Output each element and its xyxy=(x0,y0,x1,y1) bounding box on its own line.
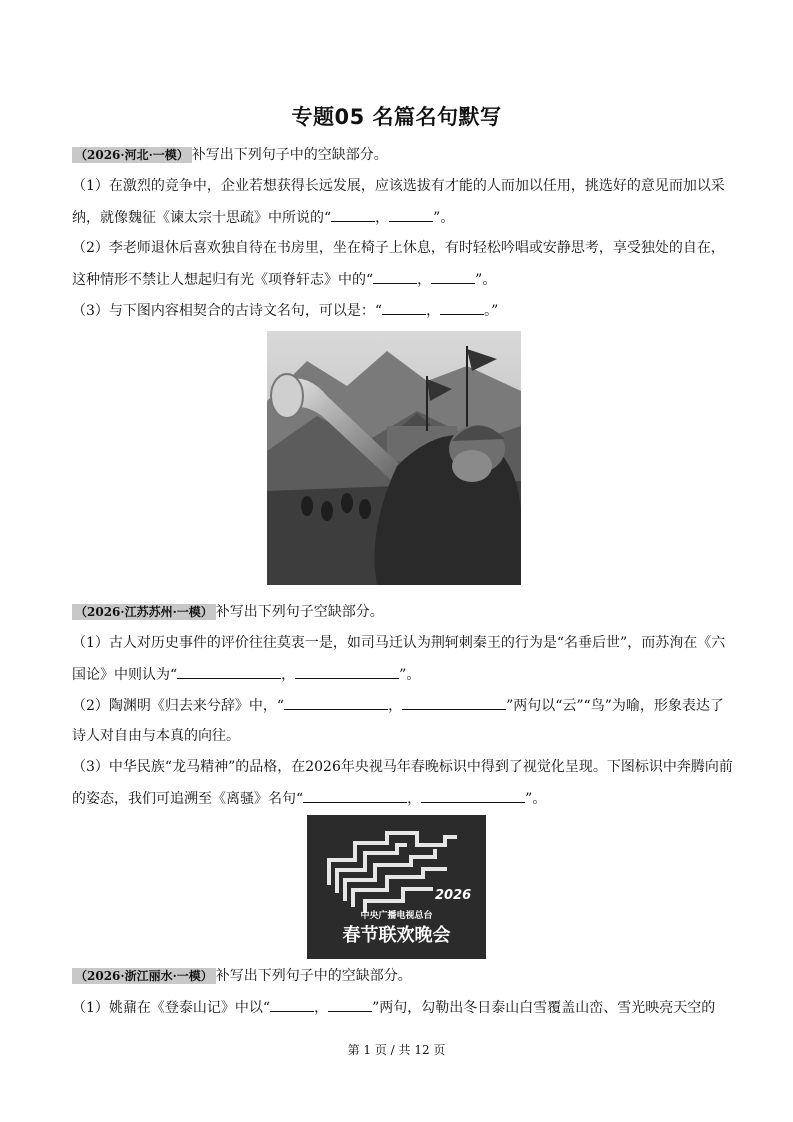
source-tag: （2026·浙江丽水·一模） xyxy=(72,968,216,984)
answer-blank[interactable] xyxy=(328,998,372,1012)
question-1-header xyxy=(72,146,388,164)
answer-blank[interactable] xyxy=(270,998,314,1012)
answer-blank[interactable] xyxy=(295,665,399,679)
answer-blank[interactable] xyxy=(284,696,388,710)
q1-p2-line1: （2）李老师退休后喜欢独自待在书房里，坐在椅子上休息，有时轻松吟唱或安静思考，享受独处的自在， xyxy=(72,240,725,256)
q2-p1-line1: （1）古人对历史事件的评价往往莫衷一是，如司马迁认为荆轲刺秦王的行为是“名垂后世”，而苏洵在《六 xyxy=(72,635,726,651)
answer-blank[interactable] xyxy=(382,301,426,315)
q1-p1-line2: 纳，就像魏征《谏太宗十思疏》中所说的“ ， ”。 xyxy=(72,210,455,226)
answer-blank[interactable] xyxy=(440,301,484,315)
question-intro: 补写出下列句子空缺部分。 xyxy=(215,604,384,620)
question-3-header xyxy=(72,967,412,985)
answer-blank[interactable] xyxy=(431,270,475,284)
soldier-horn-image xyxy=(267,331,521,585)
answer-blank[interactable] xyxy=(373,270,417,284)
question-2-header xyxy=(72,603,384,621)
q1-p2-line2: 这种情形不禁让人想起归有光《项脊轩志》中的“ ， ”。 xyxy=(72,272,497,288)
q1-p1-line1: （1）在激烈的竞争中，企业若想获得长远发展，应该选拔有才能的人而加以任用，挑选好的意见而加以采 xyxy=(72,178,725,194)
page-footer: 第 1 页 / 共 12 页 xyxy=(347,1043,446,1057)
source-tag: （2026·江苏苏州·一模） xyxy=(72,604,216,620)
answer-blank[interactable] xyxy=(177,665,281,679)
answer-blank[interactable] xyxy=(421,789,525,803)
q2-p2-line1: （2）陶渊明《归去来兮辞》中，“ ， ”两句以“云”“鸟”为喻，形象表达了 xyxy=(72,698,724,714)
answer-blank[interactable] xyxy=(402,696,506,710)
question-intro: 补写出下列句子中的空缺部分。 xyxy=(215,968,412,984)
question-intro: 补写出下列句子中的空缺部分。 xyxy=(191,147,388,163)
q3-p1-line1: （1）姚鼐在《登泰山记》中以“ ， ”两句，勾勒出冬日泰山白雪覆盖山峦、雪光映亮天空的 xyxy=(72,1000,716,1016)
q2-p3-line2: 的姿态，我们可追溯至《离骚》名句“ ， ”。 xyxy=(72,791,547,807)
logo-year: 2026 xyxy=(435,888,472,903)
answer-blank[interactable] xyxy=(303,789,407,803)
answer-blank[interactable] xyxy=(331,208,375,222)
source-tag: （2026·河北·一模） xyxy=(72,147,192,163)
page-title: 专题05 名篇名句默写 xyxy=(291,105,502,129)
logo-org: 中央广播电视总台 xyxy=(360,911,433,921)
gala-logo-image xyxy=(307,815,486,959)
q2-p2-line2: 诗人对自由与本真的向往。 xyxy=(72,728,240,744)
q2-p3-line1: （3）中华民族“龙马精神”的品格，在2026年央视马年春晚标识中得到了视觉化呈现。下图标识中奔腾向前 xyxy=(72,759,733,775)
answer-blank[interactable] xyxy=(389,208,433,222)
q1-p3: （3）与下图内容相契合的古诗文名句，可以是：“ ， 。” xyxy=(72,303,499,319)
q2-p1-line2: 国论》中则认为“ ， ”。 xyxy=(72,667,421,683)
logo-name: 春节联欢晚会 xyxy=(342,925,451,946)
